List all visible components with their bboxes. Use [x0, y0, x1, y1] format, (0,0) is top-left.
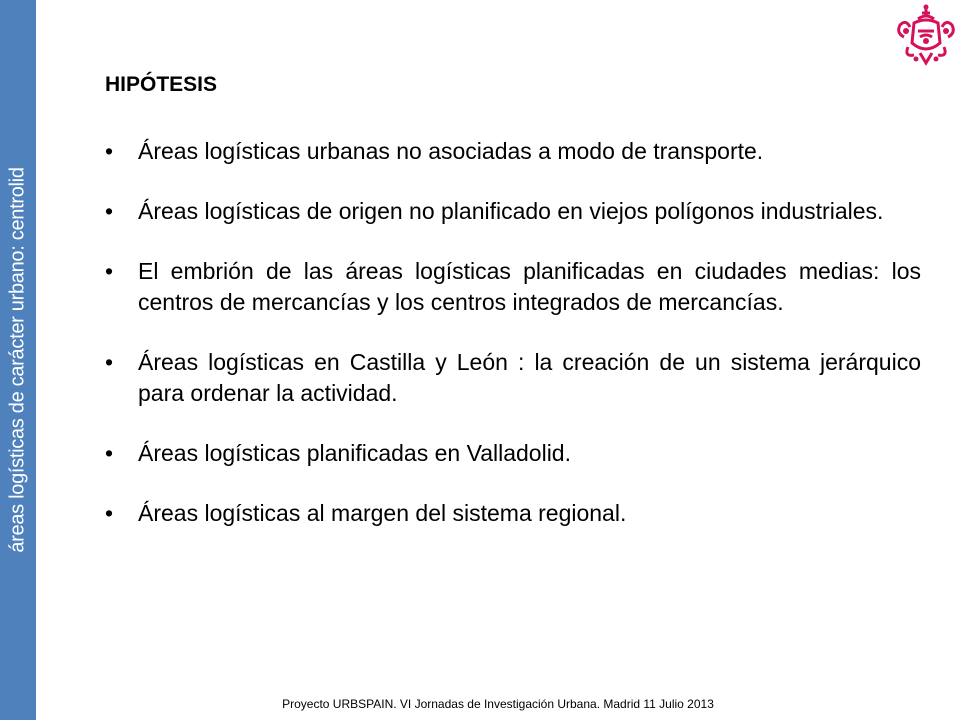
- slide-title: HIPÓTESIS: [105, 73, 218, 96]
- bullet-item: [105, 136, 921, 167]
- bullet-text: Áreas logísticas urbanas no asociadas a modo de transporte.: [138, 138, 764, 164]
- footer-caption: [0, 697, 960, 711]
- bullet-glyph: •: [105, 258, 114, 284]
- sidebar-vertical-title: áreas logísticas de carácter urbano: centrolid: [6, 167, 29, 553]
- bullet-item: [105, 256, 921, 318]
- bullet-item: [105, 196, 921, 227]
- bullet-glyph: •: [105, 440, 114, 466]
- bullet-text: El embrión de las áreas logísticas planificadas en ciudades medias: los centros de mercancías y los centros integrados de mercancías.: [138, 258, 921, 315]
- bullet-item: [105, 498, 921, 529]
- bullet-glyph: •: [105, 349, 114, 375]
- coat-of-arms-icon: [896, 3, 956, 67]
- bullet-glyph: •: [105, 500, 114, 526]
- footer-text: Proyecto URBSPAIN. VI Jornadas de Investigación Urbana. Madrid 11 Julio 2013: [282, 697, 714, 711]
- bullet-text: Áreas logísticas al margen del sistema regional.: [138, 500, 627, 526]
- bullet-glyph: •: [105, 138, 114, 164]
- bullet-item: [105, 438, 921, 469]
- sidebar-band: [0, 0, 36, 720]
- bullet-text: Áreas logísticas en Castilla y León : la creación de un sistema jerárquico para ordenar la actividad.: [138, 349, 921, 406]
- bullet-text: Áreas logísticas de origen no planificado en viejos polígonos industriales.: [138, 198, 884, 224]
- bullet-list: [105, 136, 921, 558]
- bullet-text: Áreas logísticas planificadas en Valladolid.: [138, 440, 571, 466]
- bullet-glyph: •: [105, 198, 114, 224]
- bullet-item: [105, 347, 921, 409]
